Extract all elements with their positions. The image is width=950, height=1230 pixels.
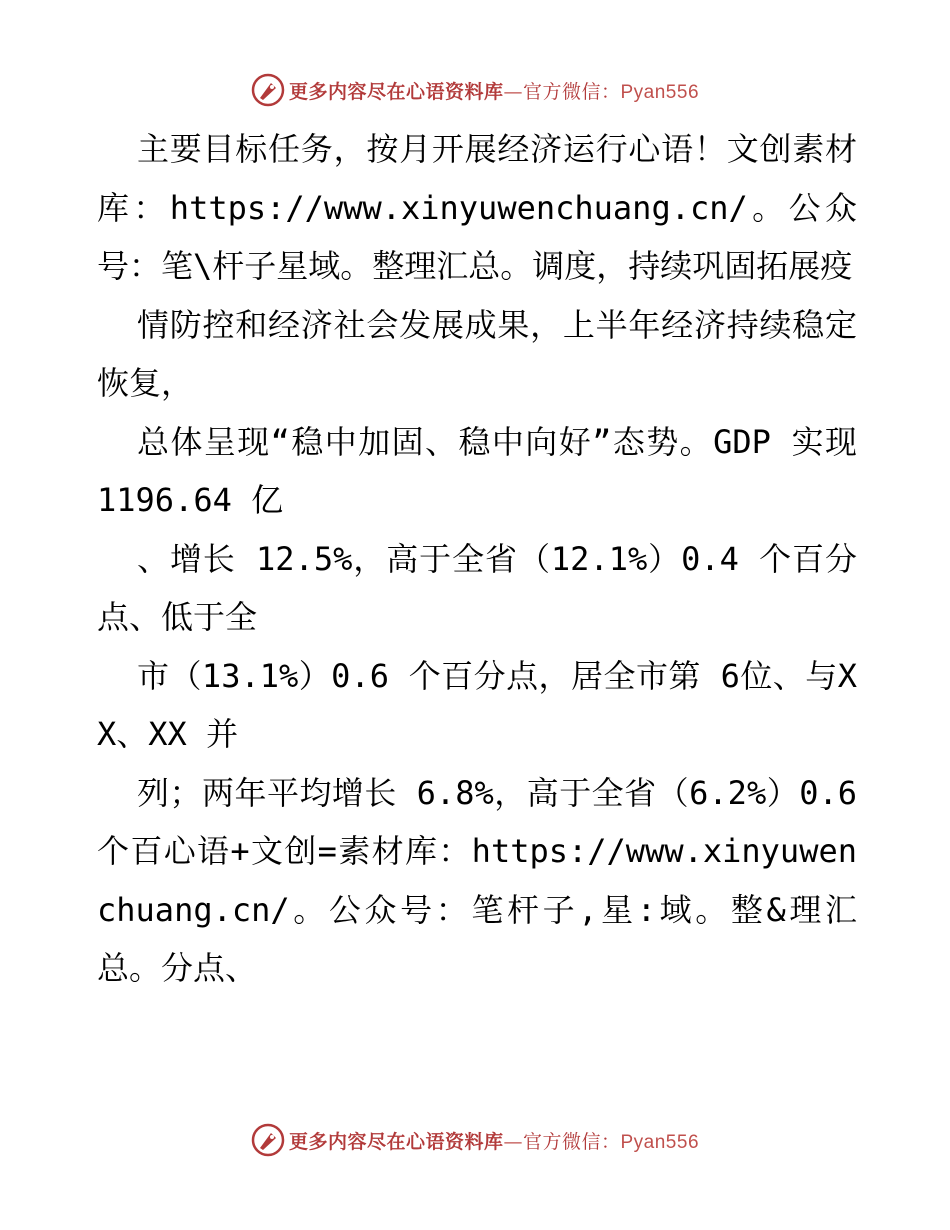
paragraph: 总体呈现“稳中加固、稳中向好”态势。GDP 实现 1196.64 亿 (97, 422, 857, 519)
footer-banner-wechat-label: 官方微信： (522, 1130, 621, 1153)
header-banner-wechat-label: 官方微信： (522, 80, 621, 103)
footer-banner-wechat-id: Pyan556 (620, 1131, 700, 1153)
paragraph: 情防控和经济社会发展成果，上半年经济持续稳定恢复， (97, 305, 857, 402)
footer-banner-cn: 更多内容尽在心语资料库 (288, 1130, 504, 1153)
footer-banner-sep: — (503, 1130, 523, 1153)
pen-nib-seal-icon (251, 73, 285, 107)
paragraph: 、增长 12.5%，高于全省（12.1%）0.4 个百分点、低于全 (97, 539, 857, 636)
header-banner-wechat-id: Pyan556 (620, 81, 700, 103)
header-banner-text (289, 77, 699, 104)
header-banner-sep: — (503, 80, 523, 103)
pen-nib-seal-icon (251, 1123, 285, 1157)
document-body (97, 120, 857, 998)
paragraph: 市（13.1%）0.6 个百分点，居全市第 6位、与XX、XX 并 (97, 656, 857, 753)
paragraph: 列；两年平均增长 6.8%，高于全省（6.2%）0.6 个百心语+文创=素材库：https://www.xinyuwenchuang.cn/。公众号：笔杆子,星:域。整&理汇总。分点、 (97, 773, 857, 987)
header-banner-cn: 更多内容尽在心语资料库 (288, 80, 504, 103)
paragraph: 主要目标任务，按月开展经济运行心语！文创素材库：https://www.xinyuwenchuang.cn/。公众号：笔\杆子星域。整理汇总。调度，持续巩固拓展疫 (97, 130, 857, 285)
footer-banner (0, 1120, 950, 1160)
footer-banner-text (289, 1127, 699, 1154)
header-banner (0, 70, 950, 110)
